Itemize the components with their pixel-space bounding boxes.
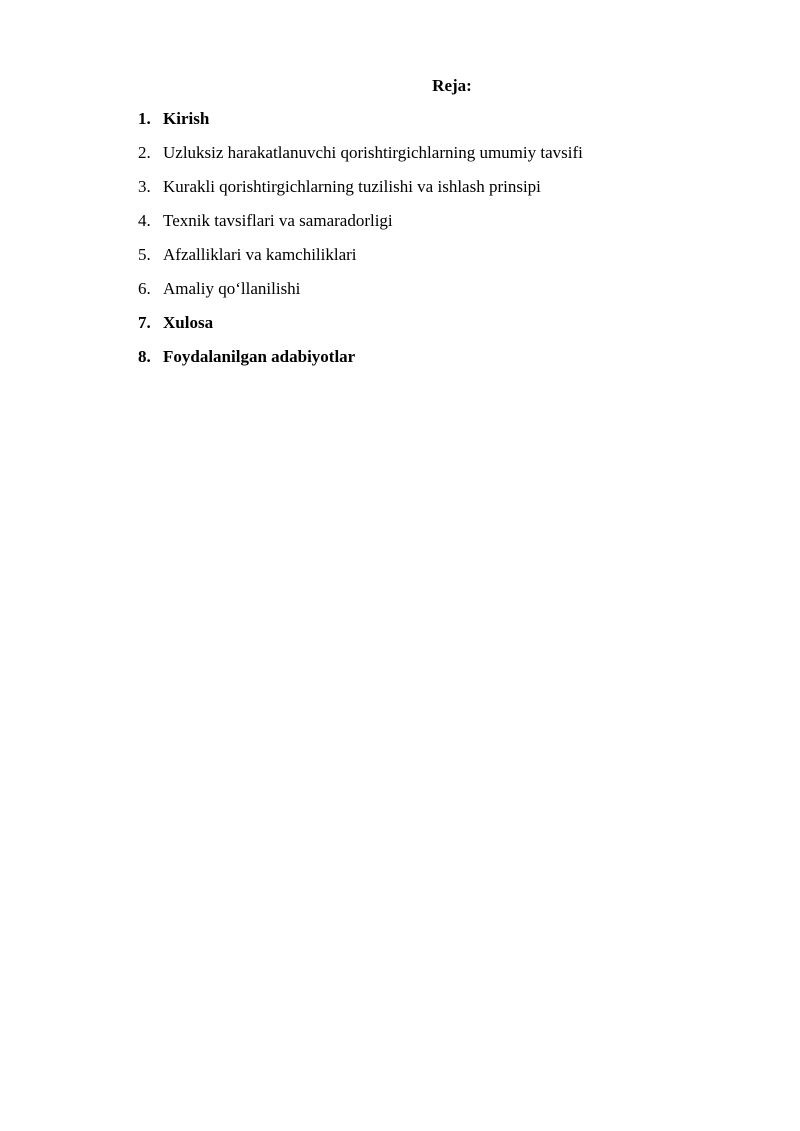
toc-item-afzalliklar bbox=[138, 244, 583, 278]
toc-item-text: Kurakli qorishtirgichlarning tuzilishi va ishlash prinsipi bbox=[163, 177, 541, 196]
toc-item-adabiyotlar bbox=[138, 346, 583, 380]
toc-item-text: Uzluksiz harakatlanuvchi qorishtirgichlarning umumiy tavsifi bbox=[163, 143, 583, 162]
toc-item-number: 2. bbox=[138, 143, 151, 162]
toc-item-text: Kirish bbox=[163, 109, 210, 128]
toc-item-amaliy-qollanilishi bbox=[138, 278, 583, 312]
toc-item-texnik-tavsiflar bbox=[138, 210, 583, 244]
toc-item-number: 1. bbox=[138, 109, 151, 128]
toc-item-number: 3. bbox=[138, 177, 151, 196]
toc-item-text: Texnik tavsiflari va samaradorligi bbox=[163, 211, 393, 230]
toc-item-kirish bbox=[138, 108, 583, 142]
toc-item-tuzilishi bbox=[138, 176, 583, 210]
toc-item-umumiy-tavsif bbox=[138, 142, 583, 176]
toc-item-number: 4. bbox=[138, 211, 151, 230]
toc-item-number: 6. bbox=[138, 279, 151, 298]
toc-item-text: Foydalanilgan adabiyotlar bbox=[163, 347, 356, 366]
toc-item-number: 5. bbox=[138, 245, 151, 264]
toc-item-text: Afzalliklari va kamchiliklari bbox=[163, 245, 357, 264]
toc-item-xulosa bbox=[138, 312, 583, 346]
toc-item-text: Xulosa bbox=[163, 313, 214, 332]
toc-item-number: 8. bbox=[138, 347, 151, 366]
toc-item-text: Amaliy qo‘llanilishi bbox=[163, 279, 301, 298]
page-title: Reja: bbox=[432, 76, 472, 95]
toc-item-number: 7. bbox=[138, 313, 151, 332]
table-of-contents bbox=[138, 108, 583, 380]
